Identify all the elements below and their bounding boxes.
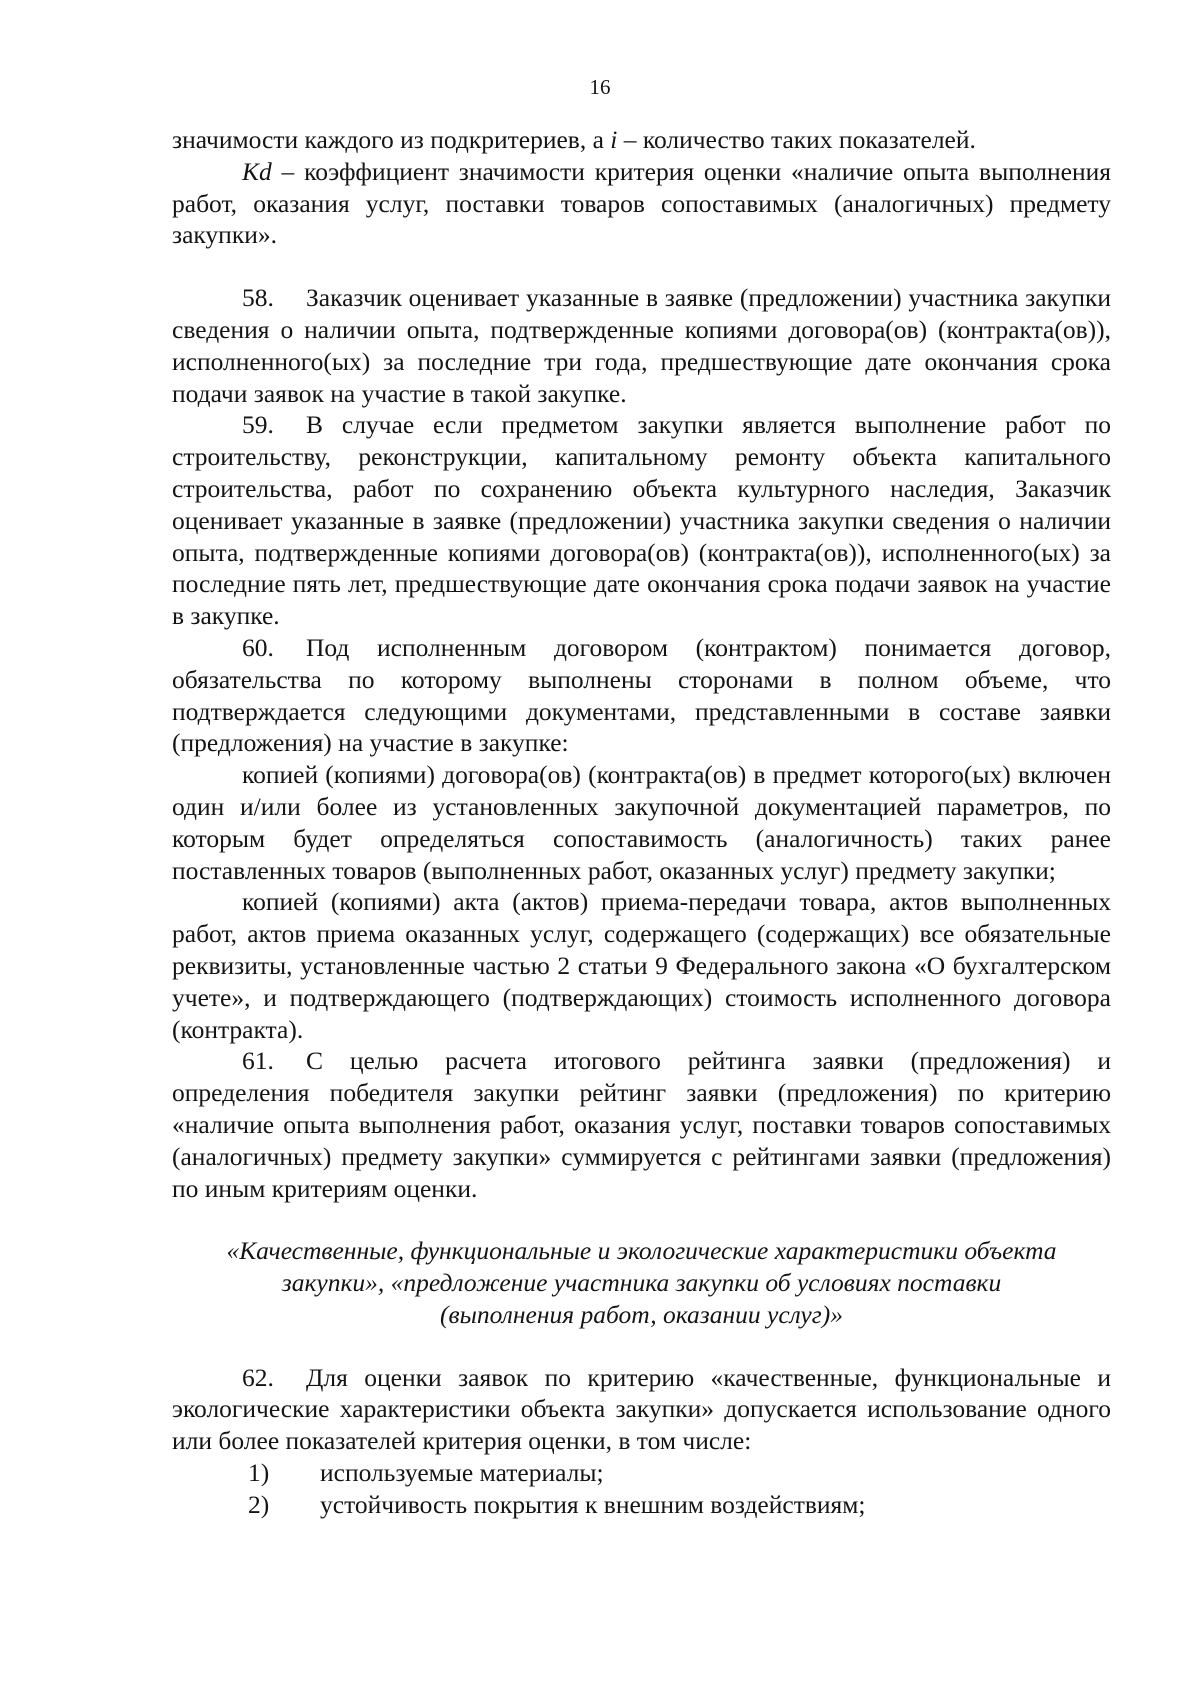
subheading-line: «Качественные, функциональные и экологические характеристики объекта закупки», «предложение участника закупки об условиях поставки (226, 1236, 1057, 1298)
paragraph-59 (172, 409, 1111, 632)
paragraph-58 (172, 282, 1111, 409)
section-subheading (172, 1235, 1111, 1330)
paragraph-number: 59. (242, 410, 274, 440)
paragraph-number: 62. (242, 1362, 274, 1392)
paragraph-62 (172, 1362, 1111, 1457)
spacer (172, 251, 1111, 282)
list-item-number: 2) (248, 1489, 270, 1519)
paragraph-number: 58. (242, 283, 274, 313)
paragraph-text: значимости каждого из подкритериев, а (172, 125, 611, 154)
paragraph-number: 61. (242, 1046, 274, 1076)
page-number: 16 (589, 75, 611, 99)
paragraph-text: Для оценки заявок по критерию «качественные, функциональные и экологические характеристики объекта закупки» допускается использование одного или более показателей критерия оценки, в том числе: (172, 1362, 1111, 1456)
paragraph-60-a: копией (копиями) договора(ов) (контракта(ов) в предмет которого(ых) включен один и/или более из установленных закупочной документацией параметров, по которым будет определяться сопоставимость (аналогичность) таких ранее поставленных товаров (выполненных работ, оказанных услуг) предмету закупки; (172, 760, 1111, 885)
list-item-number: 1) (248, 1458, 270, 1488)
list-item (172, 1489, 1111, 1521)
paragraph-continued (172, 124, 1111, 156)
paragraph-text: – коэффициент значимости критерия оценки «наличие опыта выполнения работ, оказания услуг, поставки товаров сопоставимых (аналогичных) предмету закупки». (172, 156, 1111, 250)
paragraph-60-b: копией (копиями) акта (актов) приема-передачи товара, актов выполненных работ, актов приема оказанных услуг, содержащего (содержащих) все обязательные реквизиты, установленные частью 2 статьи 9 Федерального закона «О бухгалтерском учете», и подтверждающего (подтверждающих) стоимость исполненного договора (контракта). (172, 887, 1111, 1044)
paragraph-61 (172, 1045, 1111, 1204)
list-item-text: устойчивость покрытия к внешним воздействиям; (320, 1489, 866, 1519)
variable-kd: Kd (242, 156, 272, 186)
list-item-text: используемые материалы; (320, 1458, 604, 1488)
spacer (172, 1331, 1111, 1362)
document-body (172, 124, 1111, 1521)
list-item (172, 1457, 1111, 1489)
paragraph-number: 60. (242, 632, 274, 662)
variable-i: i (610, 125, 618, 154)
paragraph-text: С целью расчета итогового рейтинга заявки (предложения) и определения победителя закупки рейтинг заявки (предложения) по критерию «наличие опыта выполнения работ, оказания услуг, поставки товаров сопоставимых (аналогичных) предмету закупки» суммируется с рейтингами заявки (предложения) по иным критериям оценки. (172, 1046, 1111, 1203)
paragraph-text: В случае если предметом закупки является выполнение работ по строительству, реконструкции, капитальному ремонту объекта капитального строительства, работ по сохранению объекта культурного наследия, Заказчик оценивает указанные в заявке (предложении) участника закупки сведения о наличии опыта, подтвержденные копиями договора(ов) (контракта(ов)), исполненного(ых) за последние пять лет, предшествующие дате окончания срока подачи заявок на участие в закупке. (172, 410, 1111, 631)
paragraph-kd (172, 156, 1111, 251)
subheading-line: (выполнения работ, оказании услуг)» (440, 1299, 843, 1329)
paragraph-text: Под исполненным договором (контрактом) понимается договор, обязательства по которому выполнены сторонами в полном объеме, что подтверждается следующими документами, представленными в составе заявки (предложения) на участие в закупке: (172, 632, 1111, 758)
paragraph-text: – количество таких показателей. (617, 125, 976, 154)
paragraph-text: Заказчик оценивает указанные в заявке (предложении) участника закупки сведения о наличии опыта, подтвержденные копиями договора(ов) (контракта(ов)), исполненного(ых) за последние три года, предшествующие дате окончания срока подачи заявок на участие в такой закупке. (172, 283, 1111, 408)
paragraph-60 (172, 632, 1111, 759)
spacer (172, 1204, 1111, 1235)
